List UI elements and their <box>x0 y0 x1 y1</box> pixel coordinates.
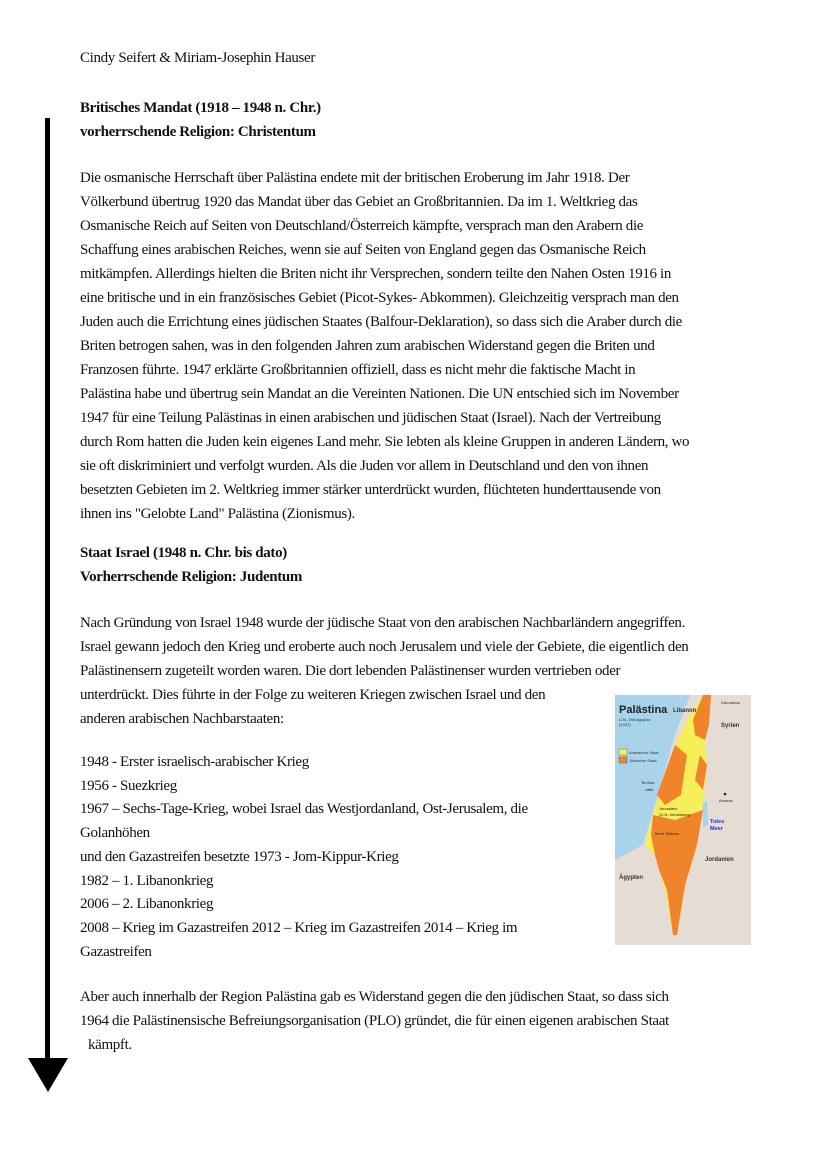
paragraph-line: Briten betrogen sahen, was in den folgenden Jahren zum arabischen Widerstand gegen die Briten und <box>80 338 655 354</box>
map-label: Syrien <box>721 723 740 729</box>
war-list-item: Gazastreifen <box>80 943 152 960</box>
map-label: Tel Aviv <box>641 780 655 785</box>
map-title: Palästina <box>619 704 668 716</box>
map-label: Amman <box>719 798 733 803</box>
map-subtitle: U.N.-Teilungsplan <box>619 717 651 722</box>
paragraph-line: 1964 die Palästinensische Befreiungsorganisation (PLO) gründet, die für einen eigenen arabischen Staat <box>80 1013 669 1029</box>
paragraph-line: Juden auch die Errichtung eines jüdischen Staates (Balfour-Deklaration), so dass sich die Araber durch die <box>80 314 682 330</box>
war-list-item: 1967 – Sechs-Tage-Krieg, wobei Israel das Westjordanland, Ost-Jerusalem, die <box>80 801 528 818</box>
paragraph-line: Franzosen führte. 1947 erklärte Großbritannien offiziell, dass es nicht mehr die faktische Macht in <box>80 362 636 378</box>
paragraph-line: Aber auch innerhalb der Region Palästina gab es Widerstand gegen die den jüdischen Staat, so dass sich <box>80 989 669 1005</box>
war-list-item: 1956 - Suezkrieg <box>80 777 177 794</box>
heading-line: vorherrschende Religion: Christentum <box>80 124 316 140</box>
paragraph-line: Schaffung eines arabischen Reiches, wenn sie auf Seiten von England gegen das Osmanische Reich <box>80 242 646 258</box>
map-label: Be'er Scheva <box>655 831 679 836</box>
paragraph-line: Israel gewann jedoch den Krieg und eroberte auch noch Jerusalem und viele der Gebiete, die eigentlich den <box>80 639 689 655</box>
map-label: Totes <box>710 819 725 825</box>
section1-heading <box>80 96 321 144</box>
wars-list <box>80 751 528 964</box>
paragraph-line: anderen arabischen Nachbarstaaten: <box>80 711 284 727</box>
authors: Cindy Seifert & Miriam-Josephin Hauser <box>80 50 315 66</box>
paragraph-line: ihnen ins "Gelobte Land" Palästina (Zionismus). <box>80 506 355 522</box>
map-label: (U.N.-Verwaltung) <box>659 812 691 817</box>
legend-label: Arabischer Staat <box>629 750 659 755</box>
war-list-item: 2006 – 2. Libanonkrieg <box>80 896 214 913</box>
arrow-down-icon <box>28 1058 68 1092</box>
paragraph-line: Osmanische Reich auf Seiten von Deutschland/Österreich kämpfte, versprach man den Arabern die <box>80 218 644 234</box>
section1-paragraph <box>80 166 689 526</box>
war-list-item: 1948 - Erster israelisch-arabischer Krieg <box>80 754 309 770</box>
legend-swatch-jewish <box>619 757 627 763</box>
heading-line: Staat Israel (1948 n. Chr. bis dato) <box>80 545 287 561</box>
paragraph-line: Nach Gründung von Israel 1948 wurde der jüdische Staat von den arabischen Nachbarländern angegriffen. <box>80 615 685 631</box>
paragraph-line: durch Rom hatten die Juden kein eigenes Land mehr. Sie lebten als kleine Gruppen in anderen Ländern, wo <box>80 434 690 450</box>
legend-label: Jüdischer Staat <box>629 758 657 763</box>
map-label: Jerusalem <box>659 806 678 811</box>
paragraph-line: sie oft diskriminiert und verfolgt wurden. Als die Juden vor allem in Deutschland und den von ihnen <box>80 458 649 474</box>
paragraph-line: 1947 für eine Teilung Palästinas in einen arabischen und jüdischen Staat (Israel). Nach der Vertreibung <box>80 410 661 426</box>
map-subtitle: (1947) <box>619 722 631 727</box>
map-label: Libanon <box>673 708 697 714</box>
legend-swatch-arab <box>619 749 627 755</box>
section2-heading <box>80 541 302 589</box>
map-label: Jordanien <box>705 857 734 863</box>
war-list-item: 1982 – 1. Libanonkrieg <box>80 872 214 889</box>
paragraph-line: kämpft. <box>88 1037 132 1053</box>
map-label: Ägypten <box>619 875 643 881</box>
paragraph-line: Die osmanische Herrschaft über Palästina endete mit der britischen Eroberung im Jahr 1918. Der <box>80 170 630 186</box>
closing-paragraph <box>80 985 669 1057</box>
map-label: Meer <box>710 826 723 832</box>
paragraph-line: Palästina habe und übertrug sein Mandat an die Vereinten Nationen. Die UN entschied sich im November <box>80 386 679 402</box>
paragraph-line: Völkerbund übertrug 1920 das Mandat über das Gebiet an Großbritannien. Da im 1. Weltkrieg das <box>80 194 638 210</box>
heading-line: Britisches Mandat (1918 – 1948 n. Chr.) <box>80 100 321 116</box>
war-list-item: und den Gazastreifen besetzte 1973 - Jom-Kippur-Krieg <box>80 848 399 865</box>
section2-paragraph <box>80 611 688 731</box>
heading-line: Vorherrschende Religion: Judentum <box>80 569 303 585</box>
paragraph-line: eine britische und in ein französisches Gebiet (Picot-Sykes- Abkommen). Gleichzeitig versprach man den <box>80 290 679 306</box>
paragraph-line: besetzten Gebieten im 2. Weltkrieg immer stärker unterdrückt wurden, flüchteten hunderttausende von <box>80 482 661 498</box>
map-label: Jaffa <box>645 787 654 792</box>
timeline-arrow-line <box>45 118 50 1063</box>
palestine-partition-map <box>615 695 751 945</box>
war-list-item: 2008 – Krieg im Gazastreifen 2012 – Krieg im Gazastreifen 2014 – Krieg im <box>80 919 518 936</box>
paragraph-line: mitkämpfen. Allerdings hielten die Briten nicht ihr Versprechen, sondern teilte den Nahen Osten 1916 in <box>80 266 672 282</box>
paragraph-line: unterdrückt. Dies führte in der Folge zu weiteren Kriegen zwischen Israel und den <box>80 687 546 703</box>
paragraph-line: Palästinensern zugeteilt worden waren. Die dort lebenden Palästinenser wurden vertrieben oder <box>80 663 621 679</box>
map-label: Damaskus <box>721 700 740 705</box>
war-list-item: Golanhöhen <box>80 825 150 842</box>
